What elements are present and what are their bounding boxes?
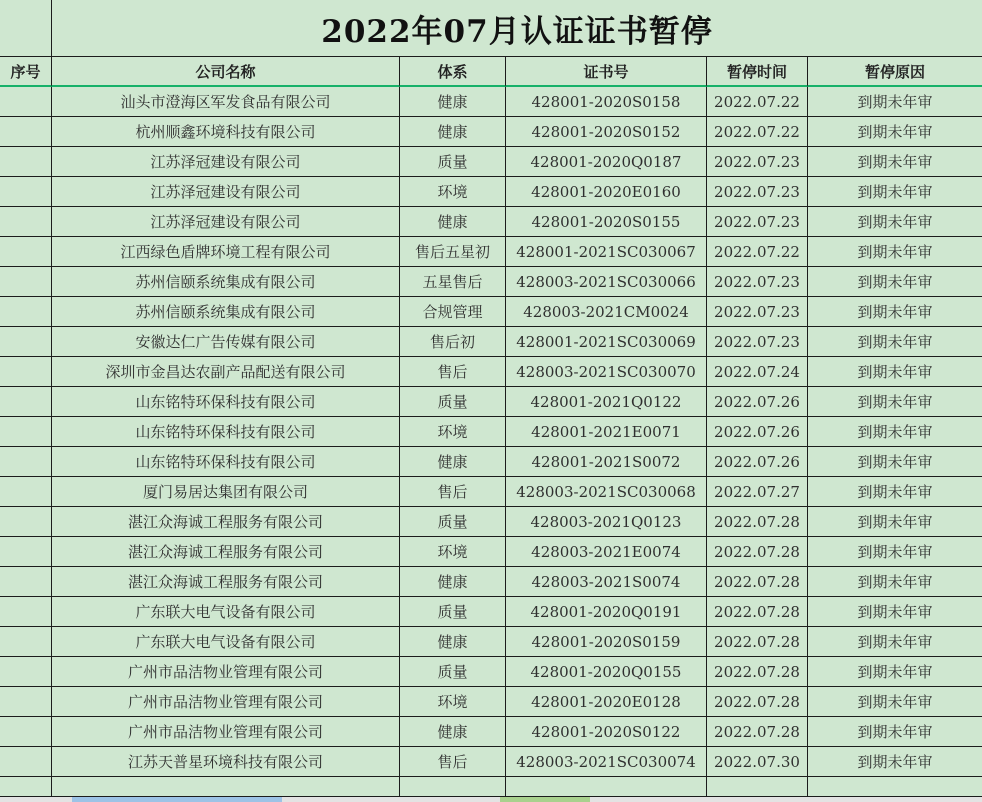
cell-reason[interactable]: 到期未年审	[808, 597, 982, 627]
cell-system[interactable]: 质量	[400, 387, 506, 417]
cell-system[interactable]: 质量	[400, 147, 506, 177]
cell-serial[interactable]	[0, 357, 52, 387]
cell-reason[interactable]: 到期未年审	[808, 267, 982, 297]
cell-company[interactable]: 湛江众海诚工程服务有限公司	[52, 537, 400, 567]
cell-date[interactable]: 2022.07.24	[707, 357, 808, 387]
cell-system[interactable]: 健康	[400, 87, 506, 117]
cell-serial[interactable]	[0, 567, 52, 597]
header-company[interactable]: 公司名称	[52, 57, 400, 87]
cell-serial[interactable]	[0, 147, 52, 177]
cell-reason[interactable]: 到期未年审	[808, 417, 982, 447]
table-row	[0, 447, 982, 477]
cell-company[interactable]: 广东联大电气设备有限公司	[52, 597, 400, 627]
cell-date[interactable]: 2022.07.28	[707, 687, 808, 717]
cell-company[interactable]: 广州市品洁物业管理有限公司	[52, 687, 400, 717]
cell-date[interactable]: 2022.07.28	[707, 717, 808, 747]
cell-company[interactable]: 广州市品洁物业管理有限公司	[52, 717, 400, 747]
cell-serial[interactable]	[0, 327, 52, 357]
cell-cert[interactable]: 428001-2020S0159	[506, 627, 707, 657]
cell-system[interactable]: 健康	[400, 447, 506, 477]
table-row	[0, 687, 982, 717]
cell-serial[interactable]	[0, 237, 52, 267]
cell-system[interactable]: 健康	[400, 717, 506, 747]
cell-company[interactable]: 山东铭特环保科技有限公司	[52, 447, 400, 477]
cell-serial[interactable]	[0, 117, 52, 147]
cell-date[interactable]: 2022.07.28	[707, 537, 808, 567]
cell-serial[interactable]	[0, 207, 52, 237]
table-row	[0, 537, 982, 567]
header-cert[interactable]: 证书号	[506, 57, 707, 87]
cell-date[interactable]: 2022.07.22	[707, 237, 808, 267]
table-row	[0, 387, 982, 417]
table-row	[0, 147, 982, 177]
cell-date[interactable]: 2022.07.28	[707, 597, 808, 627]
cell-company[interactable]: 湛江众海诚工程服务有限公司	[52, 567, 400, 597]
empty-cell[interactable]	[808, 777, 982, 797]
table-row	[0, 507, 982, 537]
cell-reason[interactable]: 到期未年审	[808, 297, 982, 327]
cell-system[interactable]: 健康	[400, 117, 506, 147]
cell-date[interactable]: 2022.07.30	[707, 747, 808, 777]
table-row	[0, 717, 982, 747]
cell-reason[interactable]: 到期未年审	[808, 687, 982, 717]
cell-cert[interactable]: 428003-2021E0074	[506, 537, 707, 567]
cell-serial[interactable]	[0, 297, 52, 327]
cell-date[interactable]: 2022.07.23	[707, 207, 808, 237]
next-row-blue-cell	[72, 797, 282, 802]
cell-company[interactable]: 杭州顺鑫环境科技有限公司	[52, 117, 400, 147]
table-row	[0, 267, 982, 297]
cell-reason[interactable]: 到期未年审	[808, 537, 982, 567]
title-row	[0, 0, 982, 57]
cell-cert[interactable]: 428001-2020Q0191	[506, 597, 707, 627]
cell-cert[interactable]: 428001-2021E0071	[506, 417, 707, 447]
cell-system[interactable]: 售后五星初	[400, 237, 506, 267]
cell-serial[interactable]	[0, 177, 52, 207]
cell-date[interactable]: 2022.07.28	[707, 507, 808, 537]
table-row	[0, 237, 982, 267]
cell-date[interactable]: 2022.07.26	[707, 417, 808, 447]
cell-system[interactable]: 健康	[400, 567, 506, 597]
cell-reason[interactable]: 到期未年审	[808, 567, 982, 597]
cell-serial[interactable]	[0, 537, 52, 567]
cell-cert[interactable]: 428003-2021SC030070	[506, 357, 707, 387]
cell-reason[interactable]: 到期未年审	[808, 387, 982, 417]
cell-serial[interactable]	[0, 267, 52, 297]
cell-serial[interactable]	[0, 87, 52, 117]
cell-company[interactable]: 苏州信颐系统集成有限公司	[52, 267, 400, 297]
cell-date[interactable]: 2022.07.28	[707, 627, 808, 657]
cell-date[interactable]: 2022.07.23	[707, 267, 808, 297]
empty-cell[interactable]	[52, 777, 400, 797]
cell-serial[interactable]	[0, 627, 52, 657]
cell-company[interactable]: 江西绿色盾牌环境工程有限公司	[52, 237, 400, 267]
cell-company[interactable]: 苏州信颐系统集成有限公司	[52, 297, 400, 327]
cell-reason[interactable]: 到期未年审	[808, 177, 982, 207]
cell-reason[interactable]: 到期未年审	[808, 117, 982, 147]
cell-cert[interactable]: 428001-2021SC030069	[506, 327, 707, 357]
cell-company[interactable]: 厦门易居达集团有限公司	[52, 477, 400, 507]
cell-reason[interactable]: 到期未年审	[808, 447, 982, 477]
cell-cert[interactable]: 428003-2021Q0123	[506, 507, 707, 537]
cell-cert[interactable]: 428001-2021Q0122	[506, 387, 707, 417]
cell-reason[interactable]: 到期未年审	[808, 207, 982, 237]
table-row	[0, 627, 982, 657]
cell-system[interactable]: 售后	[400, 477, 506, 507]
cell-date[interactable]: 2022.07.26	[707, 447, 808, 477]
cell-reason[interactable]: 到期未年审	[808, 747, 982, 777]
cell-reason[interactable]: 到期未年审	[808, 147, 982, 177]
cell-system[interactable]: 售后	[400, 747, 506, 777]
cell-system[interactable]: 环境	[400, 177, 506, 207]
cell-cert[interactable]: 428003-2021SC030066	[506, 267, 707, 297]
cell-company[interactable]: 深圳市金昌达农副产品配送有限公司	[52, 357, 400, 387]
empty-cell[interactable]	[506, 777, 707, 797]
cell-serial[interactable]	[0, 507, 52, 537]
table-row	[0, 177, 982, 207]
cell-date[interactable]: 2022.07.28	[707, 657, 808, 687]
cell-date[interactable]: 2022.07.26	[707, 387, 808, 417]
cell-serial[interactable]	[0, 747, 52, 777]
cell-cert[interactable]: 428001-2020S0155	[506, 207, 707, 237]
cell-company[interactable]: 广东联大电气设备有限公司	[52, 627, 400, 657]
cell-system[interactable]: 健康	[400, 207, 506, 237]
empty-cell[interactable]	[0, 777, 52, 797]
cell-system[interactable]: 质量	[400, 507, 506, 537]
cell-company[interactable]: 汕头市澄海区军发食品有限公司	[52, 87, 400, 117]
cell-company[interactable]: 江苏泽冠建设有限公司	[52, 177, 400, 207]
table-row	[0, 417, 982, 447]
title-corner-cell[interactable]	[0, 0, 52, 57]
cell-cert[interactable]: 428001-2021SC030067	[506, 237, 707, 267]
cell-date[interactable]: 2022.07.22	[707, 87, 808, 117]
cell-system[interactable]: 质量	[400, 657, 506, 687]
cell-system[interactable]: 环境	[400, 537, 506, 567]
cell-date[interactable]: 2022.07.23	[707, 297, 808, 327]
cell-date[interactable]: 2022.07.27	[707, 477, 808, 507]
table-row	[0, 657, 982, 687]
cell-company[interactable]: 江苏泽冠建设有限公司	[52, 207, 400, 237]
header-serial[interactable]: 序号	[0, 57, 52, 87]
cell-date[interactable]: 2022.07.22	[707, 117, 808, 147]
cell-date[interactable]: 2022.07.28	[707, 567, 808, 597]
page-title[interactable]: 2022年07月认证证书暂停	[52, 0, 982, 57]
cell-cert[interactable]: 428001-2020Q0187	[506, 147, 707, 177]
cell-system[interactable]: 五星售后	[400, 267, 506, 297]
cell-company[interactable]: 广州市品洁物业管理有限公司	[52, 657, 400, 687]
cell-cert[interactable]: 428001-2020Q0155	[506, 657, 707, 687]
header-reason[interactable]: 暂停原因	[808, 57, 982, 87]
table-row	[0, 87, 982, 117]
cell-serial[interactable]	[0, 717, 52, 747]
cell-cert[interactable]: 428003-2021CM0024	[506, 297, 707, 327]
table-row	[0, 597, 982, 627]
table-row	[0, 567, 982, 597]
cell-reason[interactable]: 到期未年审	[808, 657, 982, 687]
cell-date[interactable]: 2022.07.23	[707, 327, 808, 357]
cell-date[interactable]: 2022.07.23	[707, 147, 808, 177]
table-row	[0, 297, 982, 327]
cell-cert[interactable]: 428001-2020S0122	[506, 717, 707, 747]
cell-cert[interactable]: 428003-2021S0074	[506, 567, 707, 597]
cell-cert[interactable]: 428003-2021SC030074	[506, 747, 707, 777]
cell-system[interactable]: 环境	[400, 417, 506, 447]
cell-reason[interactable]: 到期未年审	[808, 627, 982, 657]
table-row	[0, 117, 982, 147]
cell-system[interactable]: 合规管理	[400, 297, 506, 327]
cell-serial[interactable]	[0, 417, 52, 447]
table-row	[0, 477, 982, 507]
cell-reason[interactable]: 到期未年审	[808, 237, 982, 267]
empty-row	[0, 777, 982, 797]
table-body	[0, 87, 982, 777]
cell-company[interactable]: 江苏天普星环境科技有限公司	[52, 747, 400, 777]
cell-company[interactable]: 江苏泽冠建设有限公司	[52, 147, 400, 177]
cell-reason[interactable]: 到期未年审	[808, 477, 982, 507]
cell-system[interactable]: 环境	[400, 687, 506, 717]
cell-reason[interactable]: 到期未年审	[808, 87, 982, 117]
cell-serial[interactable]	[0, 597, 52, 627]
cell-date[interactable]: 2022.07.23	[707, 177, 808, 207]
table-row	[0, 747, 982, 777]
table-header-row	[0, 57, 982, 87]
cell-serial[interactable]	[0, 387, 52, 417]
cell-cert[interactable]: 428001-2021S0072	[506, 447, 707, 477]
cell-reason[interactable]: 到期未年审	[808, 357, 982, 387]
cell-system[interactable]: 售后初	[400, 327, 506, 357]
table-row	[0, 207, 982, 237]
cell-company[interactable]: 安徽达仁广告传媒有限公司	[52, 327, 400, 357]
cell-system[interactable]: 质量	[400, 597, 506, 627]
cell-system[interactable]: 售后	[400, 357, 506, 387]
cell-cert[interactable]: 428001-2020E0160	[506, 177, 707, 207]
table-row	[0, 327, 982, 357]
cell-reason[interactable]: 到期未年审	[808, 717, 982, 747]
cell-cert[interactable]: 428001-2020S0152	[506, 117, 707, 147]
cell-company[interactable]: 山东铭特环保科技有限公司	[52, 387, 400, 417]
header-system[interactable]: 体系	[400, 57, 506, 87]
empty-cell[interactable]	[400, 777, 506, 797]
cell-reason[interactable]: 到期未年审	[808, 327, 982, 357]
cell-serial[interactable]	[0, 657, 52, 687]
empty-cell[interactable]	[707, 777, 808, 797]
cell-reason[interactable]: 到期未年审	[808, 507, 982, 537]
cell-serial[interactable]	[0, 447, 52, 477]
cell-cert[interactable]: 428001-2020E0128	[506, 687, 707, 717]
cell-company[interactable]: 山东铭特环保科技有限公司	[52, 417, 400, 447]
next-row-partial	[0, 797, 982, 802]
cell-system[interactable]: 健康	[400, 627, 506, 657]
cell-serial[interactable]	[0, 687, 52, 717]
cell-cert[interactable]: 428001-2020S0158	[506, 87, 707, 117]
cell-cert[interactable]: 428003-2021SC030068	[506, 477, 707, 507]
table-row	[0, 357, 982, 387]
next-row-green-cell	[500, 797, 590, 802]
cell-company[interactable]: 湛江众海诚工程服务有限公司	[52, 507, 400, 537]
cell-serial[interactable]	[0, 477, 52, 507]
header-date[interactable]: 暂停时间	[707, 57, 808, 87]
